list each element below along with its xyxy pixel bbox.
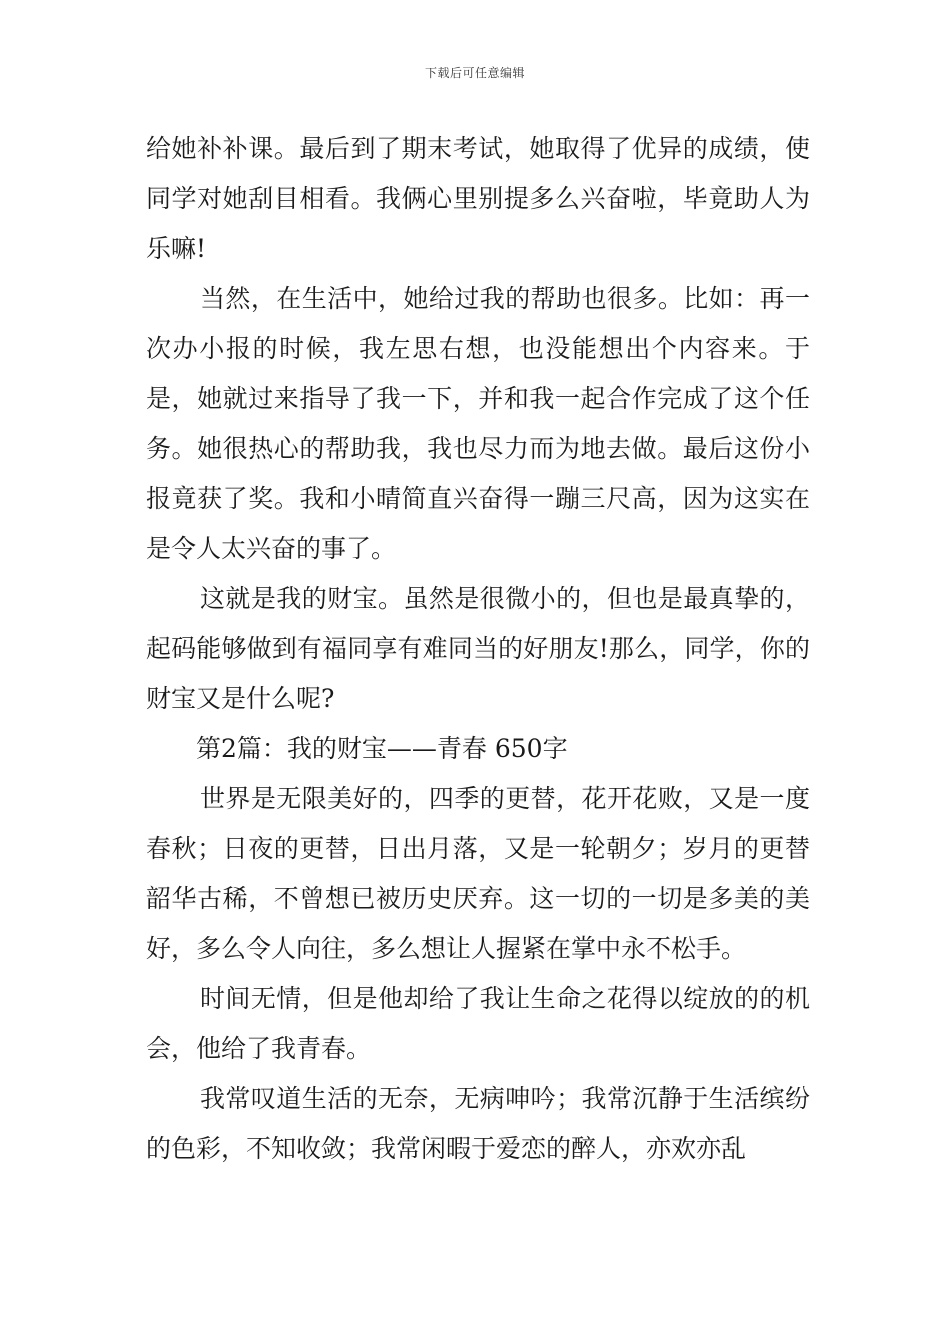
document-body <box>146 124 810 1174</box>
paragraph-3: 这就是我的财宝。虽然是很微小的，但也是最真挚的，起码能够做到有福同享有难同当的好朋友!那么，同学，你的财宝又是什么呢? <box>146 584 810 713</box>
paragraph-5: 时间无情，但是他却给了我让生命之花得以绽放的的机会，他给了我青春。 <box>146 984 810 1063</box>
paragraph-4: 世界是无限美好的，四季的更替，花开花败，又是一度春秋；日夜的更替，日出月落，又是一轮朝夕；岁月的更替韶华古稀，不曾想已被历史厌弃。这一切的一切是多美的美好，多么令人向往，多么想让人握紧在掌中永不松手。 <box>146 784 810 963</box>
paragraph-1: 给她补补课。最后到了期末考试，她取得了优异的成绩，使同学对她刮目相看。我俩心里别提多么兴奋啦，毕竟助人为乐嘛! <box>146 134 810 263</box>
paragraph-2: 当然，在生活中，她给过我的帮助也很多。比如：再一次办小报的时候，我左思右想，也没能想出个内容来。于是，她就过来指导了我一下，并和我一起合作完成了这个任务。她很热心的帮助我，我也尽力而为地去做。最后这份小报竟获了奖。我和小晴简直兴奋得一蹦三尺高，因为这实在是令人太兴奋的事了。 <box>146 284 810 563</box>
page-header-note: 下载后可任意编辑 <box>424 66 525 80</box>
paragraph-6: 我常叹道生活的无奈，无病呻吟；我常沉静于生活缤纷的色彩，不知收敛；我常闲暇于爱恋的醉人，亦欢亦乱 <box>146 1084 810 1163</box>
section-heading: 第2篇：我的财宝——青春 650字 <box>196 734 568 763</box>
